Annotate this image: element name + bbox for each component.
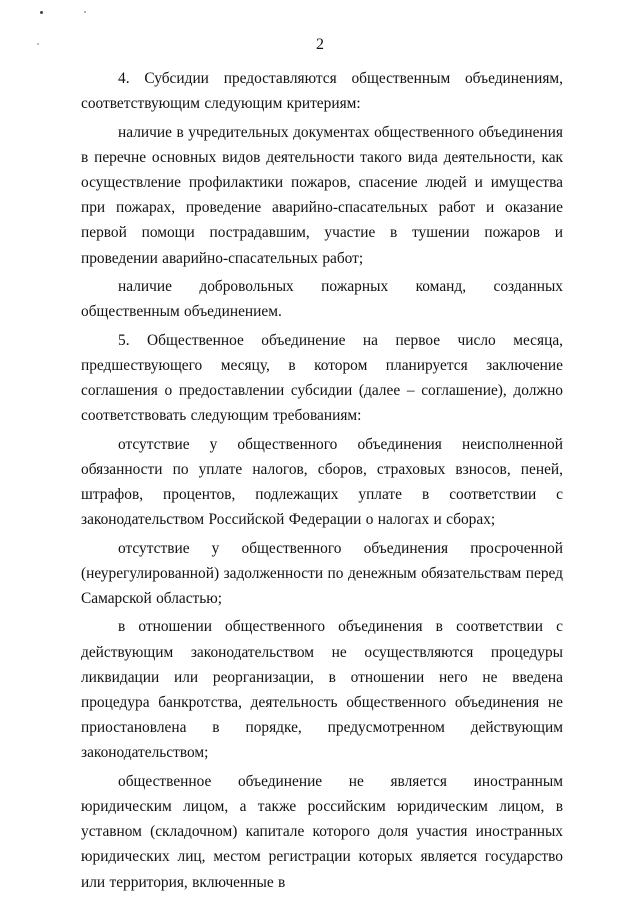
document-body (81, 66, 563, 898)
scan-speck (84, 11, 86, 13)
paragraph-no-tax-debt: отсутствие у общественного объединения неисполненной обязанности по уплате налогов, сборов, страховых взносов, пеней, штрафов, процентов, подлежащих уплате в соответствии с законодательством Российской Федерации о налогах и сборах; (81, 435, 563, 529)
scan-speck (40, 11, 43, 14)
paragraph-criteria-founding-documents: наличие в учредительных документах общественного объединения в перечне основных видов деятельности такого вида деятельности, как осуществление профилактики пожаров, спасение людей и имущества при пожарах, проведение аварийно-спасательных работ и оказание первой помощи пострадавшим, участие в тушении пожаров и проведении аварийно-спасательных работ; (81, 123, 563, 267)
page-number: 2 (316, 36, 324, 53)
paragraph-criteria-fire-teams: наличие добровольных пожарных команд, созданных общественным объединением. (81, 278, 563, 321)
paragraph-not-foreign-entity: общественное объединение не является иностранным юридическим лицом, а также российским юридическим лицом, в уставном (складочном) капитале которого доля участия иностранных юридических лиц, местом регистрации которых является государство или территория, включенные в (81, 772, 563, 891)
paragraph-no-liquidation: в отношении общественного объединения в соответствии с действующим законодательством не осуществляются процедуры ликвидации или реорганизации, в отношении него не введена процедура банкротства, деятельность общественного объединения не приостановлена в порядке, предусмотренном действующим законодательством; (81, 618, 563, 762)
paragraph-5-requirements: 5. Общественное объединение на первое число месяца, предшествующего месяцу, в котором планируется заключение соглашения о предоставлении субсидии (далее – соглашение), должно соответствовать следующим требованиям: (81, 331, 563, 425)
paragraph-4-subsidies: 4. Субсидии предоставляются общественным объединениям, соответствующим следующим критериям: (81, 70, 563, 113)
paragraph-no-overdue-debt: отсутствие у общественного объединения просроченной (неурегулированной) задолженности по денежным обязательствам перед Самарской областью; (81, 539, 563, 607)
